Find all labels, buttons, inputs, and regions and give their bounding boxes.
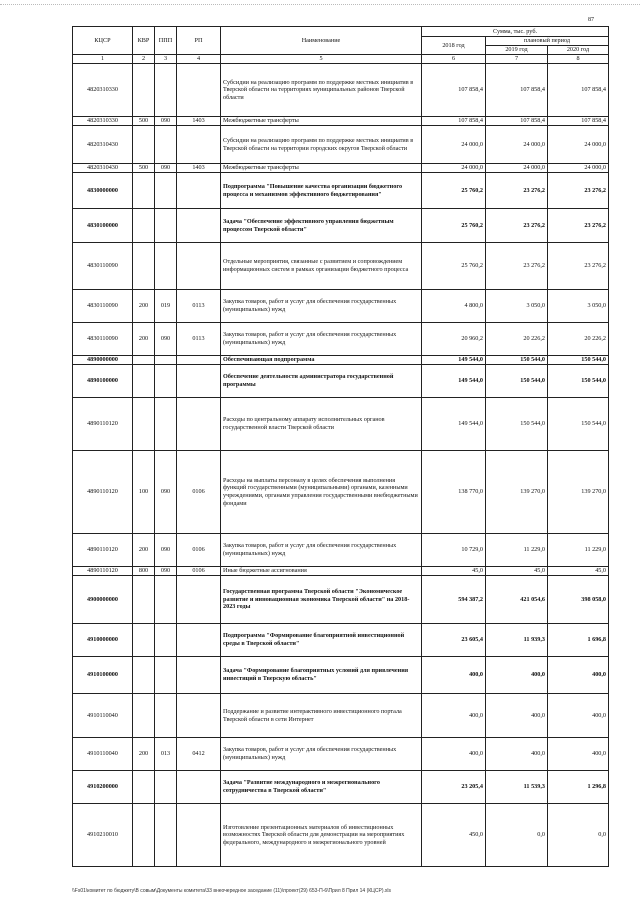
cell-2019: 421 054,6 [486,576,548,624]
cell-kcsr: 4830000000 [73,173,133,209]
table-row [73,365,609,398]
cell-2020: 0,0 [548,804,609,867]
cell-kvr: 200 [133,290,155,323]
cell-name: Расходы на выплаты персоналу в целях обеспечения выполнения функций государственными (муниципальными) органами, казенными учреждениями, органами управления государственными внебюджетными фондами [221,451,422,534]
table-row [73,771,609,804]
cell-name: Закупка товаров, работ и услуг для обеспечения государственных (муниципальных) нужд [221,323,422,356]
cell-rp [177,356,221,365]
cell-kvr [133,771,155,804]
cell-2019: 11 229,0 [486,534,548,567]
cell-ppp [155,209,177,243]
cell-kvr [133,64,155,117]
cell-kvr [133,804,155,867]
column-number: 4 [177,55,221,64]
cell-kcsr: 4910000000 [73,624,133,657]
budget-table [72,26,609,867]
column-number: 3 [155,55,177,64]
cell-rp: 0412 [177,738,221,771]
cell-2020: 23 276,2 [548,173,609,209]
cell-kcsr: 4910210010 [73,804,133,867]
cell-ppp [155,64,177,117]
cell-kcsr: 4820310330 [73,64,133,117]
table-row [73,567,609,576]
header-kvr: КВР [133,27,155,55]
cell-name: Закупка товаров, работ и услуг для обеспечения государственных (муниципальных) нужд [221,738,422,771]
cell-rp [177,576,221,624]
table-row [73,576,609,624]
cell-kcsr: 4910100000 [73,657,133,694]
table-row [73,738,609,771]
table-row [73,323,609,356]
cell-2018: 25 760,2 [422,209,486,243]
cell-rp [177,624,221,657]
cell-ppp [155,126,177,164]
cell-name: Задача "Формирование благоприятных условий для привлечения инвестиций в Тверскую область" [221,657,422,694]
cell-ppp [155,365,177,398]
cell-kcsr: 4910110040 [73,738,133,771]
cell-2018: 400,0 [422,694,486,738]
cell-kcsr: 4910200000 [73,771,133,804]
cell-rp: 0106 [177,567,221,576]
cell-kvr [133,209,155,243]
cell-kvr [133,243,155,290]
header-sum: Сумма, тыс. руб. [422,27,609,37]
cell-2020: 3 050,0 [548,290,609,323]
cell-2019: 20 226,2 [486,323,548,356]
cell-ppp [155,657,177,694]
cell-name: Изготовление презентационных материалов об инвестиционных возможностях Тверской области для демонстрации на мероприятиях федерального, международного и межрегионального уровней [221,804,422,867]
cell-2020: 20 226,2 [548,323,609,356]
cell-ppp [155,694,177,738]
cell-ppp: 090 [155,451,177,534]
cell-2019: 139 270,0 [486,451,548,534]
cell-2018: 24 000,0 [422,164,486,173]
cell-ppp [155,398,177,451]
table-row [73,243,609,290]
header-rp: РП [177,27,221,55]
cell-2020: 1 296,8 [548,771,609,804]
cell-2018: 45,0 [422,567,486,576]
cell-name: Закупка товаров, работ и услуг для обеспечения государственных (муниципальных) нужд [221,290,422,323]
cell-2020: 150 544,0 [548,356,609,365]
table-row [73,356,609,365]
cell-name: Обеспечивающая подпрограмма [221,356,422,365]
cell-2020: 107 858,4 [548,117,609,126]
cell-2018: 107 858,4 [422,117,486,126]
cell-2018: 149 544,0 [422,356,486,365]
cell-name: Задача "Обеспечение эффективного управления бюджетным процессом Тверской области" [221,209,422,243]
header-name: Наименование [221,27,422,55]
column-number: 8 [548,55,609,64]
cell-2018: 25 760,2 [422,173,486,209]
header-year-2018: 2018 год [422,37,486,55]
cell-name: Поддержание и развитие интерактивного инвестиционного портала Тверской области в сети Интернет [221,694,422,738]
table-row [73,126,609,164]
cell-2019: 24 000,0 [486,164,548,173]
cell-kvr [133,126,155,164]
cell-2019: 11 939,3 [486,624,548,657]
cell-name: Субсидии на реализацию программ по поддержке местных инициатив в Тверской области на территории городских округов Тверской области [221,126,422,164]
cell-2019: 150 544,0 [486,356,548,365]
cell-2018: 450,0 [422,804,486,867]
cell-name: Подпрограмма "Повышение качества организации бюджетного процесса и механизмов эффективного бюджетирования" [221,173,422,209]
page-number: 87 [588,17,594,23]
cell-rp [177,771,221,804]
cell-2020: 107 858,4 [548,64,609,117]
table-row [73,451,609,534]
cell-ppp [155,624,177,657]
column-number-row [73,55,609,64]
table-row [73,398,609,451]
cell-kcsr: 4820310330 [73,117,133,126]
cell-rp [177,243,221,290]
cell-rp [177,804,221,867]
cell-kcsr: 4890110120 [73,567,133,576]
cell-name: Обеспечение деятельности администратора государственной программы [221,365,422,398]
cell-rp: 0113 [177,323,221,356]
cell-rp: 0106 [177,534,221,567]
column-number: 2 [133,55,155,64]
cell-kcsr: 4890100000 [73,365,133,398]
cell-kvr [133,576,155,624]
cell-kvr [133,657,155,694]
cell-kcsr: 4820310430 [73,126,133,164]
cell-2019: 23 276,2 [486,243,548,290]
cell-kvr: 800 [133,567,155,576]
cell-ppp: 090 [155,323,177,356]
cell-2019: 400,0 [486,694,548,738]
column-number: 5 [221,55,422,64]
cell-rp: 1403 [177,117,221,126]
cell-ppp [155,576,177,624]
cell-2018: 20 960,2 [422,323,486,356]
cell-rp: 1403 [177,164,221,173]
cell-rp [177,64,221,117]
cell-2020: 139 270,0 [548,451,609,534]
cell-2020: 1 696,8 [548,624,609,657]
cell-2019: 107 858,4 [486,117,548,126]
cell-2018: 149 544,0 [422,398,486,451]
cell-kcsr: 4820310430 [73,164,133,173]
cell-ppp [155,771,177,804]
cell-2020: 23 276,2 [548,209,609,243]
cell-kvr: 200 [133,323,155,356]
cell-ppp [155,804,177,867]
cell-name: Подпрограмма "Формирование благоприятной инвестиционной среды в Тверской области" [221,624,422,657]
table-row [73,624,609,657]
table-row [73,694,609,738]
cell-ppp: 090 [155,567,177,576]
cell-2020: 398 058,0 [548,576,609,624]
table-row [73,117,609,126]
table-row [73,164,609,173]
cell-name: Задача "Развитие международного и межрегионального сотрудничества в Тверской области" [221,771,422,804]
table-row [73,657,609,694]
cell-rp [177,126,221,164]
cell-2018: 138 770,0 [422,451,486,534]
cell-kcsr: 4900000000 [73,576,133,624]
cell-kvr [133,356,155,365]
cell-2020: 150 544,0 [548,365,609,398]
cell-2020: 11 229,0 [548,534,609,567]
cell-name: Межбюджетные трансферты [221,117,422,126]
cell-ppp: 013 [155,738,177,771]
header-kcsr: КЦСР [73,27,133,55]
cell-2019: 23 276,2 [486,209,548,243]
header-plan-period: плановый период [486,37,609,46]
cell-2019: 3 050,0 [486,290,548,323]
cell-2018: 107 858,4 [422,64,486,117]
column-number: 7 [486,55,548,64]
cell-2018: 4 800,0 [422,290,486,323]
cell-2019: 0,0 [486,804,548,867]
cell-kcsr: 4890110120 [73,451,133,534]
cell-kvr: 200 [133,738,155,771]
header-year-2020: 2020 год [548,46,609,55]
table-row [73,290,609,323]
cell-2019: 11 539,3 [486,771,548,804]
cell-ppp [155,243,177,290]
cell-2020: 24 000,0 [548,164,609,173]
cell-name: Иные бюджетные ассигнования [221,567,422,576]
cell-2019: 23 276,2 [486,173,548,209]
cell-2018: 400,0 [422,738,486,771]
cell-kvr: 200 [133,534,155,567]
cell-2018: 10 729,0 [422,534,486,567]
cell-2018: 23 605,4 [422,624,486,657]
cell-kvr [133,365,155,398]
cell-rp [177,694,221,738]
cell-ppp: 090 [155,534,177,567]
cell-name: Закупка товаров, работ и услуг для обеспечения государственных (муниципальных) нужд [221,534,422,567]
cell-2019: 45,0 [486,567,548,576]
cell-rp: 0113 [177,290,221,323]
cell-2018: 594 387,2 [422,576,486,624]
cell-kcsr: 4910110040 [73,694,133,738]
cell-2019: 400,0 [486,657,548,694]
cell-name: Межбюджетные трансферты [221,164,422,173]
table-row [73,804,609,867]
cell-2020: 24 000,0 [548,126,609,164]
table-row [73,534,609,567]
cell-kvr: 100 [133,451,155,534]
cell-kvr: 500 [133,164,155,173]
cell-name: Расходы по центральному аппарату исполнительных органов государственной власти Тверской области [221,398,422,451]
cell-kvr [133,398,155,451]
cell-2018: 400,0 [422,657,486,694]
cell-2020: 400,0 [548,657,609,694]
cell-ppp: 090 [155,117,177,126]
table-row [73,64,609,117]
table-row [73,173,609,209]
cell-2020: 23 276,2 [548,243,609,290]
header-year-2019: 2019 год [486,46,548,55]
column-number: 1 [73,55,133,64]
cell-2020: 45,0 [548,567,609,576]
cell-2018: 23 205,4 [422,771,486,804]
cell-kcsr: 4830110090 [73,290,133,323]
cell-kcsr: 4830110090 [73,323,133,356]
cell-name: Отдельные мероприятия, связанные с развитием и сопровождением информационных систем в рамках организации бюджетного процесса [221,243,422,290]
file-path-footer: \\Fs01\комитет по бюджету\В совым\Документы комитета\33 внеочередное заседание (11)\проект(29) 653-П-6\Прил 8 Прил 14 (КЦСР).xls [72,888,391,894]
cell-kcsr: 4890110120 [73,534,133,567]
cell-kcsr: 4830110090 [73,243,133,290]
cell-2020: 150 544,0 [548,398,609,451]
cell-kvr: 500 [133,117,155,126]
cell-rp [177,173,221,209]
cell-ppp [155,356,177,365]
cell-2020: 400,0 [548,694,609,738]
cell-kcsr: 4830100000 [73,209,133,243]
cell-ppp [155,173,177,209]
cell-2019: 24 000,0 [486,126,548,164]
cell-rp [177,209,221,243]
cell-2018: 149 544,0 [422,365,486,398]
cell-kvr [133,694,155,738]
cell-kvr [133,624,155,657]
cell-kcsr: 4890110120 [73,398,133,451]
cell-ppp: 090 [155,164,177,173]
cell-2020: 400,0 [548,738,609,771]
header-ppp: ППП [155,27,177,55]
cell-2019: 150 544,0 [486,365,548,398]
cell-kcsr: 4890000000 [73,356,133,365]
cell-2018: 25 760,2 [422,243,486,290]
cell-rp [177,365,221,398]
column-number: 6 [422,55,486,64]
cell-rp [177,398,221,451]
scan-edge [0,4,640,5]
cell-ppp: 019 [155,290,177,323]
cell-name: Государственная программа Тверской области "Экономическое развитие и инновационная экономика Тверской области" на 2018-2023 годы [221,576,422,624]
cell-name: Субсидии на реализацию программ по поддержке местных инициатив в Тверской области на территориях муниципальных районов Тверской области [221,64,422,117]
cell-2019: 107 858,4 [486,64,548,117]
table-row [73,209,609,243]
cell-kvr [133,173,155,209]
cell-2018: 24 000,0 [422,126,486,164]
cell-2019: 150 544,0 [486,398,548,451]
cell-rp: 0106 [177,451,221,534]
cell-2019: 400,0 [486,738,548,771]
cell-rp [177,657,221,694]
